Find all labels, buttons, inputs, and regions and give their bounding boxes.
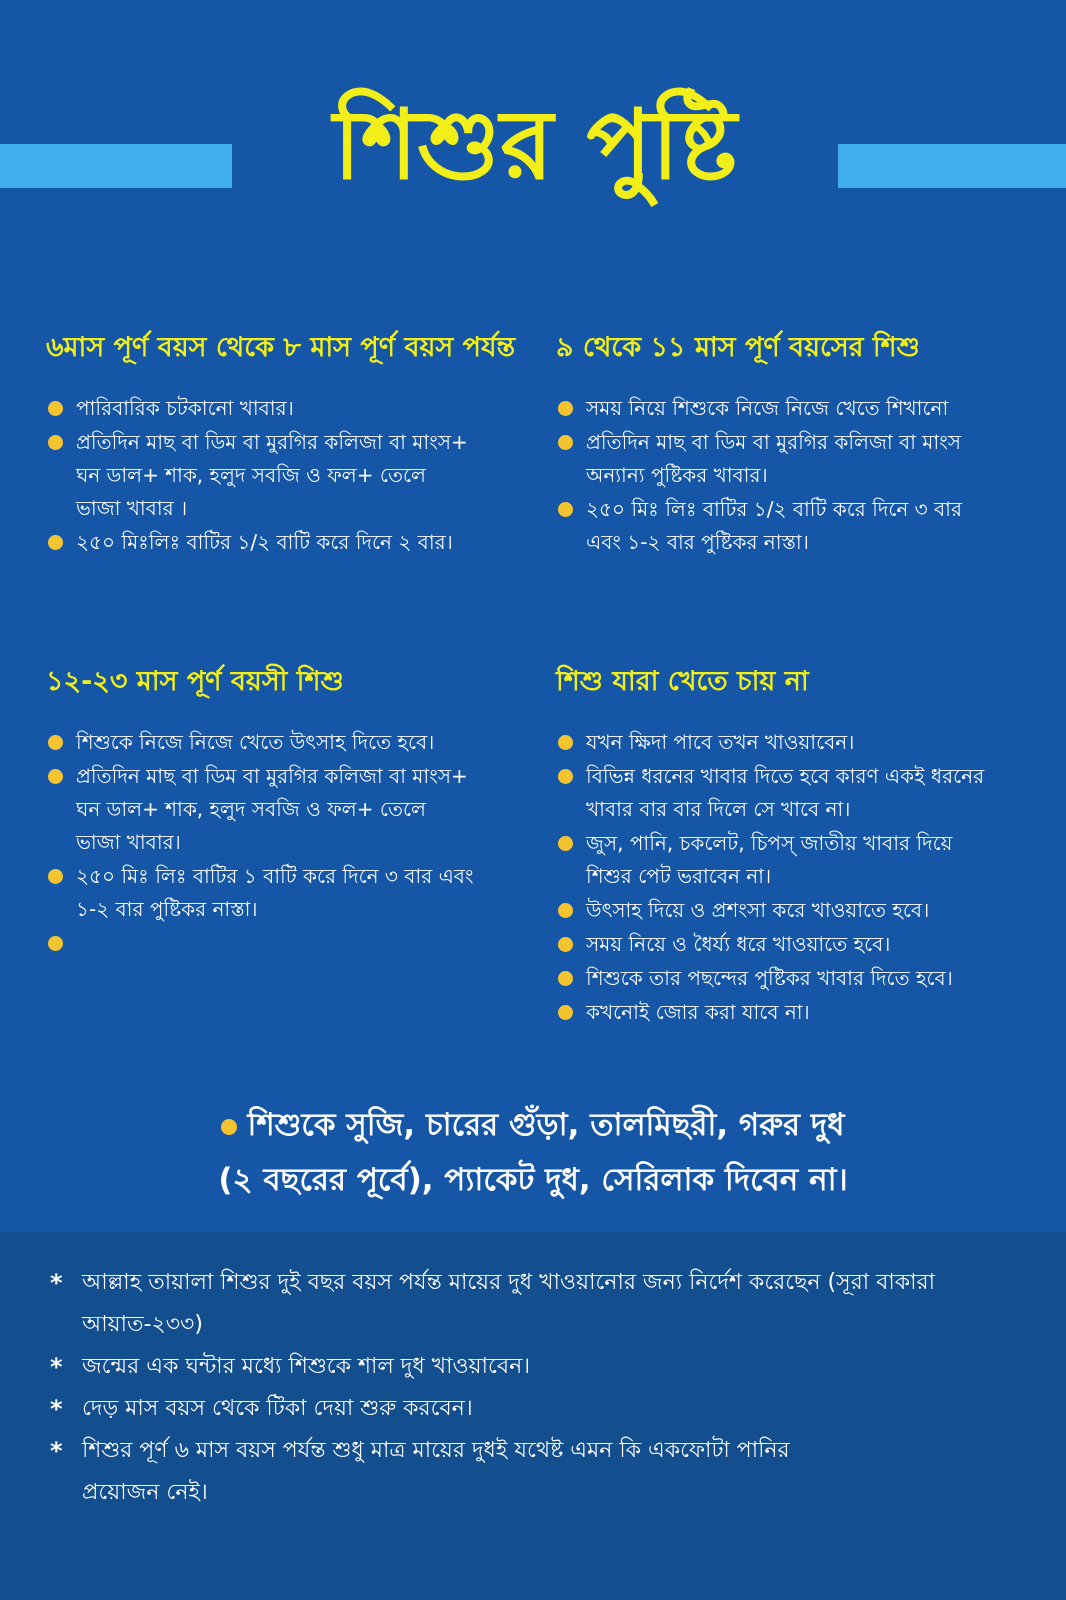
bullet-icon xyxy=(48,535,63,550)
asterisk-icon: * xyxy=(50,1353,63,1381)
section-6-8-months xyxy=(46,330,526,560)
section-list xyxy=(46,392,526,559)
section-list xyxy=(46,726,526,960)
footer-list xyxy=(0,1232,1066,1514)
bullet-icon xyxy=(558,903,573,918)
bullet-icon xyxy=(48,401,63,416)
list-item: ২৫০ মিঃ লিঃ বাটির ১ বাটি করে দিনে ৩ বার এবং ১-২ বার পুষ্টিকর নাস্তা। xyxy=(46,860,476,926)
list-item: পারিবারিক চটকানো খাবার। xyxy=(46,392,526,425)
section-title: ১২-২৩ মাস পূর্ণ বয়সী শিশু xyxy=(46,666,344,697)
page-title: শিশুর পুষ্টি xyxy=(333,89,737,201)
bullet-icon xyxy=(558,937,573,952)
list-item: সময় নিয়ে ও ধৈর্য্য ধরে খাওয়াতে হবে। xyxy=(556,928,1036,961)
asterisk-icon: * xyxy=(50,1437,63,1465)
bullet-icon xyxy=(558,401,573,416)
footer-item: * দেড় মাস বয়স থেকে টিকা দেয়া শুরু করবেন। xyxy=(50,1388,1026,1430)
list-item: শিশুকে নিজে নিজে খেতে উৎসাহ দিতে হবে। xyxy=(46,726,526,759)
list-item: জুস, পানি, চকলেট, চিপস্ জাতীয় খাবার দিয়ে শিশুর পেট ভরাবেন না। xyxy=(556,827,996,893)
bullet-icon xyxy=(558,769,573,784)
section-title: ৯ থেকে ১১ মাস পূর্ণ বয়সের শিশু xyxy=(556,332,920,363)
list-item xyxy=(46,927,526,960)
right-accent-bar xyxy=(838,144,1066,188)
footer-item: * জন্মের এক ঘন্টার মধ্যে শিশুকে শাল দুধ খাওয়াবেন। xyxy=(50,1346,1026,1388)
list-item: প্রতিদিন মাছ বা ডিম বা মুরগির কলিজা বা মাংস অন্যান্য পুষ্টিকর খাবার। xyxy=(556,426,986,492)
note-line-2: (২ বছরের পূর্বে), প্যাকেট দুধ, সেরিলাক দিবেন না। xyxy=(218,1162,848,1198)
list-item: বিভিন্ন ধরনের খাবার দিতে হবে কারণ একই ধরনের খাবার বার বার দিলে সে খাবে না। xyxy=(556,760,996,826)
bullet-icon xyxy=(48,936,63,951)
footer-item: * আল্লাহ তায়ালা শিশুর দুই বছর বয়স পর্যন্ত মায়ের দুধ খাওয়ানোর জন্য নির্দেশ করেছেন (সূরা বাকারা আয়াত-২৩৩) xyxy=(50,1262,1012,1346)
list-item: প্রতিদিন মাছ বা ডিম বা মুরগির কলিজা বা মাংস+ ঘন ডাল+ শাক, হলুদ সবজি ও ফল+ তেলে ভাজা খাবার । xyxy=(46,426,476,525)
list-item: শিশুকে তার পছন্দের পুষ্টিকর খাবার দিতে হবে। xyxy=(556,962,1036,995)
list-item: ২৫০ মিঃলিঃ বাটির ১/২ বাটি করে দিনে ২ বার। xyxy=(46,526,526,559)
bullet-icon xyxy=(48,735,63,750)
section-list xyxy=(556,392,1036,559)
bullet-icon xyxy=(48,435,63,450)
bullet-icon xyxy=(48,869,63,884)
list-item: ২৫০ মিঃ লিঃ বাটির ১/২ বাটি করে দিনে ৩ বার এবং ১-২ বার পুষ্টিকর নাস্তা। xyxy=(556,493,986,559)
list-item: সময় নিয়ে শিশুকে নিজে নিজে খেতে শিখানো xyxy=(556,392,1036,425)
list-item: উৎসাহ দিয়ে ও প্রশংসা করে খাওয়াতে হবে। xyxy=(556,894,1036,927)
important-note xyxy=(60,1098,1006,1208)
list-item: প্রতিদিন মাছ বা ডিম বা মুরগির কলিজা বা মাংস+ ঘন ডাল+ শাক, হলুদ সবজি ও ফল+ তেলে ভাজা খাবার। xyxy=(46,760,476,859)
left-accent-bar xyxy=(0,144,232,188)
bullet-icon xyxy=(558,1005,573,1020)
bullet-icon xyxy=(558,502,573,517)
section-list xyxy=(556,726,1036,1029)
bullet-icon xyxy=(48,769,63,784)
bullet-icon xyxy=(221,1119,237,1135)
bullet-icon xyxy=(558,836,573,851)
footer-panel xyxy=(0,1232,1066,1600)
asterisk-icon: * xyxy=(50,1269,63,1297)
bullet-icon xyxy=(558,435,573,450)
asterisk-icon: * xyxy=(50,1395,63,1423)
bullet-icon xyxy=(558,971,573,986)
section-12-23-months xyxy=(46,664,526,961)
footer-item: * শিশুর পূর্ণ ৬ মাস বয়স পর্যন্ত শুধু মাত্র মায়ের দুধই যথেষ্ট এমন কি একফোটা পানির প্রয়োজন নেই। xyxy=(50,1430,812,1514)
section-picky-eaters xyxy=(556,664,1036,1030)
note-line-1: শিশুকে সুজি, চারের গুঁড়া, তালমিছরী, গরুর দুধ xyxy=(247,1107,845,1143)
section-title: শিশু যারা খেতে চায় না xyxy=(556,666,809,697)
section-title: ৬মাস পূর্ণ বয়স থেকে ৮ মাস পূর্ণ বয়স পর্যন্ত xyxy=(46,332,516,363)
section-9-11-months xyxy=(556,330,1036,560)
bullet-icon xyxy=(558,735,573,750)
list-item: যখন ক্ষিদা পাবে তখন খাওয়াবেন। xyxy=(556,726,1036,759)
list-item: কখনোই জোর করা যাবে না। xyxy=(556,996,1036,1029)
